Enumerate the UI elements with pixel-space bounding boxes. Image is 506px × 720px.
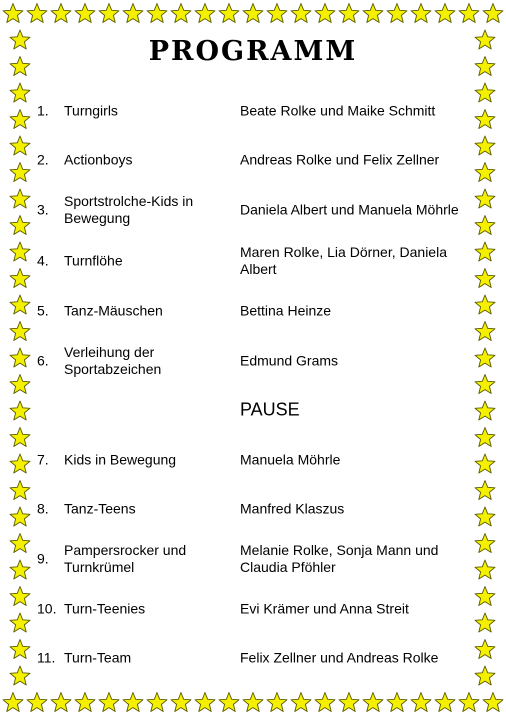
item-number: 5. — [37, 302, 49, 319]
item-number: 7. — [37, 451, 49, 468]
star-icon — [10, 666, 30, 685]
item-group-name: Turn-Teenies — [64, 600, 146, 617]
star-icon — [123, 693, 143, 712]
star-icon — [483, 693, 503, 712]
item-leaders: Beate Rolke und Maike Schmitt — [240, 102, 436, 119]
star-icon — [10, 507, 30, 526]
star-icon — [475, 666, 495, 685]
star-icon — [75, 4, 95, 23]
item-group-name: Actionboys — [64, 151, 133, 168]
star-icon — [195, 4, 215, 23]
star-icon — [363, 693, 383, 712]
item-number: 6. — [37, 352, 49, 369]
star-icon — [147, 4, 167, 23]
star-icon — [171, 693, 191, 712]
star-icon — [267, 4, 287, 23]
item-number: 11. — [37, 649, 56, 666]
star-icon — [195, 693, 215, 712]
star-icon — [171, 4, 191, 23]
star-icon — [99, 4, 119, 23]
star-icon — [10, 269, 30, 288]
item-number: 2. — [37, 151, 49, 168]
star-icon — [475, 428, 495, 447]
star-icon — [435, 693, 455, 712]
star-icon — [123, 4, 143, 23]
item-leaders: Manuela Möhrle — [240, 451, 341, 468]
star-icon — [267, 693, 287, 712]
star-icon — [411, 4, 431, 23]
star-icon — [10, 163, 30, 182]
star-icon — [219, 693, 239, 712]
star-icon — [10, 428, 30, 447]
star-icon — [99, 693, 119, 712]
star-icon — [475, 83, 495, 102]
item-group-name: Turnflöhe — [64, 252, 123, 269]
item-group-name: Kids in Bewegung — [64, 451, 177, 468]
star-icon — [339, 4, 359, 23]
item-leaders: Manfred Klaszus — [240, 500, 345, 517]
star-icon — [10, 348, 30, 367]
star-icon — [10, 295, 30, 314]
star-icon — [315, 693, 335, 712]
star-icon — [10, 560, 30, 579]
item-group-name: Verleihung der Sportabzeichen — [64, 344, 162, 377]
item-number: 9. — [37, 550, 49, 567]
item-number: 4. — [37, 252, 49, 269]
star-icon — [27, 693, 47, 712]
item-number: 8. — [37, 500, 49, 517]
item-number: 10. — [37, 600, 57, 617]
star-icon — [459, 4, 479, 23]
star-icon — [10, 322, 30, 341]
item-group-name: Turn-Team — [64, 649, 132, 666]
item-group-name: Turngirls — [64, 102, 118, 119]
star-icon — [10, 242, 30, 261]
star-icon — [243, 4, 263, 23]
star-icon — [219, 4, 239, 23]
pause-label: PAUSE — [240, 399, 300, 420]
star-icon — [10, 110, 30, 129]
star-icon — [475, 322, 495, 341]
star-icon — [10, 640, 30, 659]
star-icon — [411, 693, 431, 712]
item-group-name: Pampersrocker und Turnkrümel — [64, 542, 187, 575]
star-icon — [475, 375, 495, 394]
item-leaders: Melanie Rolke, Sonja Mann und Claudia Pföhler — [240, 542, 439, 575]
star-icon — [51, 693, 71, 712]
item-leaders: Evi Krämer und Anna Streit — [240, 600, 409, 617]
item-leaders: Edmund Grams — [240, 352, 339, 369]
star-icon — [10, 613, 30, 632]
item-leaders: Daniela Albert und Manuela Möhrle — [240, 201, 459, 218]
item-number: 3. — [37, 201, 49, 218]
star-icon — [387, 693, 407, 712]
star-icon — [27, 4, 47, 23]
star-icon — [3, 693, 23, 712]
star-icon — [51, 4, 71, 23]
item-group-name: Tanz-Teens — [64, 500, 136, 517]
star-icon — [10, 401, 30, 420]
star-icon — [459, 693, 479, 712]
item-number: 1. — [37, 102, 49, 119]
item-group-name: Tanz-Mäuschen — [64, 302, 163, 319]
item-leaders: Felix Zellner und Andreas Rolke — [240, 649, 439, 666]
item-leaders: Maren Rolke, Lia Dörner, Daniela Albert — [240, 244, 447, 277]
item-leaders: Andreas Rolke und Felix Zellner — [240, 151, 440, 168]
star-icon — [243, 693, 263, 712]
star-icon — [10, 481, 30, 500]
star-icon — [475, 401, 495, 420]
star-icon — [339, 693, 359, 712]
star-icon — [10, 136, 30, 155]
star-icon — [3, 4, 23, 23]
star-icon — [475, 481, 495, 500]
item-leaders: Bettina Heinze — [240, 302, 332, 319]
item-group-name: Sportstrolche-Kids in Bewegung — [64, 193, 194, 226]
star-icon — [10, 189, 30, 208]
star-icon — [363, 4, 383, 23]
star-icon — [10, 83, 30, 102]
star-icon — [291, 4, 311, 23]
star-icon — [10, 216, 30, 235]
star-icon — [483, 4, 503, 23]
star-icon — [435, 4, 455, 23]
star-icon — [10, 454, 30, 473]
star-icon — [387, 4, 407, 23]
star-icon — [10, 375, 30, 394]
star-icon — [75, 693, 95, 712]
star-icon — [315, 4, 335, 23]
star-icon — [291, 693, 311, 712]
star-icon — [10, 587, 30, 606]
star-icon — [147, 693, 167, 712]
star-icon — [10, 534, 30, 553]
page-title: PROGRAMM — [148, 36, 358, 67]
